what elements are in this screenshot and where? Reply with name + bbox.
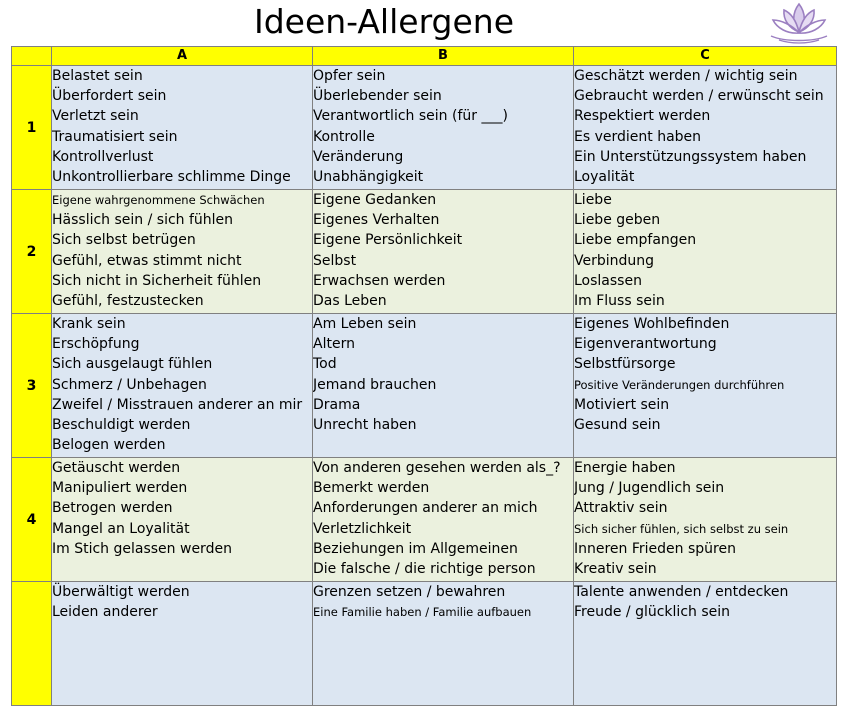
list-item: Unrecht haben	[313, 417, 417, 434]
header-row	[12, 47, 837, 66]
row-number: 4	[12, 458, 52, 582]
list-item: Sich sicher fühlen, sich selbst zu sein	[574, 521, 789, 536]
list-item: Gesund sein	[574, 417, 661, 434]
list-item: Am Leben sein	[313, 316, 417, 332]
cell-c	[574, 458, 837, 582]
page-title: Ideen-Allergene	[253, 2, 515, 41]
column-header-c: C	[574, 47, 837, 66]
cell-a	[52, 66, 313, 190]
row-number: 3	[12, 314, 52, 458]
list-item: Die falsche / die richtige person	[313, 561, 536, 578]
list-item: Veränderung	[313, 148, 404, 165]
column-header-b: B	[313, 47, 574, 66]
list-item: Anforderungen anderer an mich	[313, 500, 538, 517]
list-item: Sich ausgelaugt fühlen	[52, 356, 213, 373]
list-item: Liebe empfangen	[574, 232, 697, 249]
list-item: Ein Unterstützungssystem haben	[574, 148, 807, 165]
allergen-table	[11, 46, 837, 706]
list-item: Es verdient haben	[574, 128, 702, 145]
cell-a	[52, 314, 313, 458]
list-item: Jung / Jugendlich sein	[574, 480, 725, 497]
cell-c	[574, 66, 837, 190]
list-item: Belastet sein	[52, 68, 143, 84]
cell-b	[313, 458, 574, 582]
list-item: Beschuldigt werden	[52, 417, 191, 434]
list-item: Drama	[313, 396, 361, 413]
list-item: Getäuscht werden	[52, 460, 181, 476]
cell-b	[313, 66, 574, 190]
list-item: Überlebender sein	[313, 88, 442, 105]
list-item: Sich selbst betrügen	[52, 232, 196, 249]
list-item: Gefühl, etwas stimmt nicht	[52, 252, 242, 269]
table-row	[12, 582, 837, 706]
list-item: Überfordert sein	[52, 88, 167, 105]
list-item: Mangel an Loyalität	[52, 520, 190, 537]
list-item: Motiviert sein	[574, 396, 670, 413]
list-item: Eigenes Verhalten	[313, 212, 440, 229]
cell-b	[313, 314, 574, 458]
list-item: Erwachsen werden	[313, 272, 446, 289]
list-item: Verbindung	[574, 252, 655, 269]
table-row	[12, 190, 837, 314]
list-item: Jemand brauchen	[313, 376, 437, 393]
list-item: Loyalität	[574, 169, 635, 186]
list-item: Freude / glücklich sein	[574, 604, 731, 621]
list-item: Manipuliert werden	[52, 480, 188, 497]
list-item: Verletzlichkeit	[313, 520, 412, 537]
list-item: Kreativ sein	[574, 561, 657, 578]
list-item: Eigene Persönlichkeit	[313, 232, 463, 249]
list-item: Geschätzt werden / wichtig sein	[574, 68, 798, 84]
list-item: Grenzen setzen / bewahren	[313, 584, 506, 600]
list-item: Tod	[313, 356, 337, 373]
list-item: Beziehungen im Allgemeinen	[313, 540, 518, 557]
list-item: Zweifel / Misstrauen anderer an mir	[52, 396, 303, 413]
list-item: Unabhängigkeit	[313, 169, 424, 186]
lotus-icon	[765, 0, 833, 44]
list-item: Betrogen werden	[52, 500, 173, 517]
list-item: Bemerkt werden	[313, 480, 430, 497]
list-item: Im Fluss sein	[574, 293, 665, 310]
list-item: Schmerz / Unbehagen	[52, 376, 207, 393]
list-item: Erschöpfung	[52, 336, 140, 353]
list-item: Selbst	[313, 252, 357, 269]
list-item: Traumatisiert sein	[52, 128, 178, 145]
list-item: Gefühl, festzustecken	[52, 293, 204, 310]
list-item: Verantwortlich sein (für ___)	[313, 108, 508, 125]
list-item: Positive Veränderungen durchführen	[574, 377, 785, 392]
cell-c	[574, 190, 837, 314]
list-item: Loslassen	[574, 272, 642, 289]
row-number: 2	[12, 190, 52, 314]
list-item: Eine Familie haben / Familie aufbauen	[313, 605, 532, 620]
list-item: Im Stich gelassen werden	[52, 540, 232, 557]
table-row	[12, 66, 837, 190]
list-item: Liebe	[574, 192, 612, 208]
list-item: Eigene wahrgenommene Schwächen	[52, 193, 265, 207]
list-item: Sich nicht in Sicherheit fühlen	[52, 272, 262, 289]
column-header-a: A	[52, 47, 313, 66]
cell-a	[52, 582, 313, 706]
list-item: Eigenverantwortung	[574, 336, 717, 353]
cell-a	[52, 458, 313, 582]
list-item: Attraktiv sein	[574, 500, 668, 517]
row-number: 1	[12, 66, 52, 190]
list-item: Selbstfürsorge	[574, 356, 676, 373]
list-item: Das Leben	[313, 293, 387, 310]
row-number	[12, 582, 52, 706]
cell-b	[313, 190, 574, 314]
corner-cell	[12, 47, 52, 66]
list-item: Kontrolle	[313, 128, 375, 145]
list-item: Gebraucht werden / erwünscht sein	[574, 88, 824, 105]
list-item: Eigene Gedanken	[313, 192, 437, 208]
cell-b	[313, 582, 574, 706]
table-row	[12, 314, 837, 458]
list-item: Energie haben	[574, 460, 676, 476]
list-item: Leiden anderer	[52, 604, 158, 621]
list-item: Kontrollverlust	[52, 148, 154, 165]
list-item: Altern	[313, 336, 355, 353]
list-item: Respektiert werden	[574, 108, 711, 125]
cell-c	[574, 582, 837, 706]
table-row	[12, 458, 837, 582]
list-item: Belogen werden	[52, 437, 166, 454]
list-item: Eigenes Wohlbefinden	[574, 316, 730, 332]
list-item: Hässlich sein / sich fühlen	[52, 212, 234, 229]
cell-a	[52, 190, 313, 314]
list-item: Überwältigt werden	[52, 584, 190, 600]
cell-c	[574, 314, 837, 458]
list-item: Talente anwenden / entdecken	[574, 584, 789, 600]
list-item: Inneren Frieden spüren	[574, 540, 736, 557]
list-item: Unkontrollierbare schlimme Dinge	[52, 169, 291, 186]
list-item: Opfer sein	[313, 68, 386, 84]
list-item: Verletzt sein	[52, 108, 139, 125]
list-item: Von anderen gesehen werden als_?	[313, 460, 561, 476]
list-item: Krank sein	[52, 316, 126, 332]
list-item: Liebe geben	[574, 212, 661, 229]
